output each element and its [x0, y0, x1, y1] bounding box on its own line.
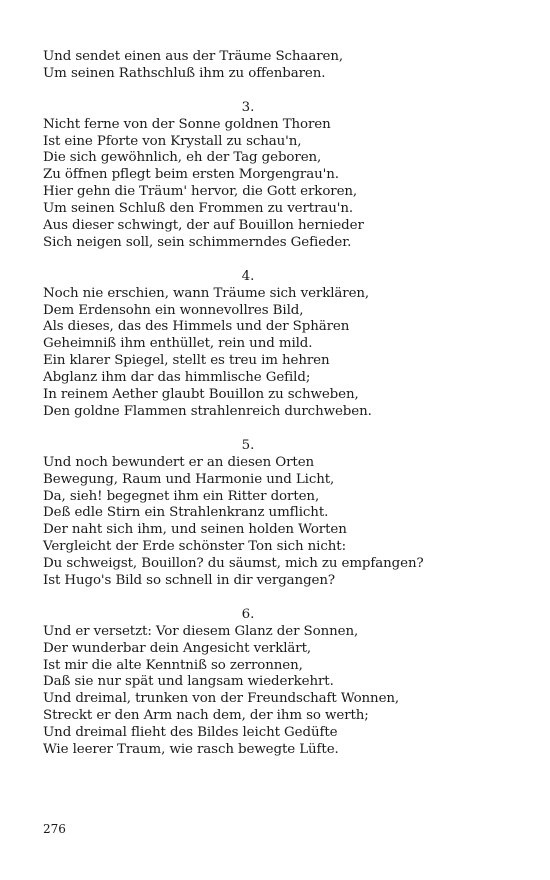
poem-line: Die sich gewöhnlich, eh der Tag geboren,: [43, 150, 322, 166]
poem-line: Hier gehn die Träum' hervor, die Gott erkoren,: [43, 184, 358, 200]
poem-line: In reinem Aether glaubt Bouillon zu schweben,: [43, 387, 359, 403]
poem-line: Du schweigst, Bouillon? du säumst, mich zu empfangen?: [43, 556, 424, 572]
stanza-number: 4.: [241, 268, 255, 284]
stanza-number: 5.: [241, 437, 255, 453]
poem-line: Deß edle Stirn ein Strahlenkranz umflicht.: [43, 505, 329, 521]
stanza-number: 6.: [241, 606, 255, 622]
poem-line: Noch nie erschien, wann Träume sich verklären,: [43, 285, 370, 301]
poem-line: Nicht ferne von der Sonne goldnen Thoren: [43, 116, 331, 132]
poem-line: Vergleicht der Erde schönster Ton sich nicht:: [43, 539, 346, 555]
poem-line: Ist mir die alte Kenntniß so zerronnen,: [43, 657, 303, 673]
poem-line: Und dreimal, trunken von der Freundschaft Wonnen,: [43, 691, 400, 707]
poem-line: Abglanz ihm dar das himmlische Gefild;: [43, 370, 311, 386]
poem-line: Aus dieser schwingt, der auf Bouillon hernieder: [43, 218, 364, 234]
poem-line: Um seinen Rathschluß ihm zu offenbaren.: [43, 65, 326, 81]
poem-line: Und sendet einen aus der Träume Schaaren,: [43, 49, 344, 64]
poem-line: Zu öffnen pflegt beim ersten Morgengrau'n.: [43, 167, 339, 183]
poem-line: Dem Erdensohn ein wonnevollres Bild,: [43, 302, 304, 318]
poem-line: Den goldne Flammen strahlenreich durchweben.: [43, 404, 372, 419]
poem-line: Sich neigen soll, sein schimmerndes Gefieder.: [43, 234, 352, 250]
poem-line: Und noch bewundert er an diesen Orten: [43, 454, 315, 470]
poem-text: [43, 49, 513, 759]
poem-line: Und dreimal flieht des Bildes leicht Gedüfte: [43, 725, 338, 741]
poem-line: Ein klarer Spiegel, stellt es treu im hehren: [43, 353, 330, 369]
poem-line: Wie leerer Traum, wie rasch bewegte Lüfte.: [43, 742, 339, 758]
stanza-6: [43, 607, 513, 759]
stanza-5: [43, 438, 513, 590]
stanza-number: 3.: [241, 99, 255, 115]
stanza-4: [43, 269, 513, 421]
stanza-3: [43, 100, 513, 252]
poem-line: Um seinen Schluß den Frommen zu vertrau'n.: [43, 201, 354, 217]
poem-line: Streckt er den Arm nach dem, der ihm so werth;: [43, 708, 369, 724]
poem-line: Ist eine Pforte von Krystall zu schau'n,: [43, 133, 302, 149]
poem-line: Der wunderbar dein Angesicht verklärt,: [43, 640, 312, 656]
poem-line: Geheimniß ihm enthüllet, rein und mild.: [43, 336, 313, 352]
poem-line: Daß sie nur spät und langsam wiederkehrt.: [43, 674, 334, 690]
page-number: 276: [43, 822, 66, 836]
poem-line: Da, sieh! begegnet ihm ein Ritter dorten,: [43, 488, 320, 504]
poem-line: Der naht sich ihm, und seinen holden Worten: [43, 522, 347, 538]
poem-line: Und er versetzt: Vor diesem Glanz der Sonnen,: [43, 623, 359, 639]
poem-line: Als dieses, das des Himmels und der Sphären: [43, 319, 350, 335]
intro-lines: [43, 49, 513, 83]
poem-line: Bewegung, Raum und Harmonie und Licht,: [43, 471, 335, 487]
poem-line: Ist Hugo's Bild so schnell in dir vergangen?: [43, 573, 335, 589]
